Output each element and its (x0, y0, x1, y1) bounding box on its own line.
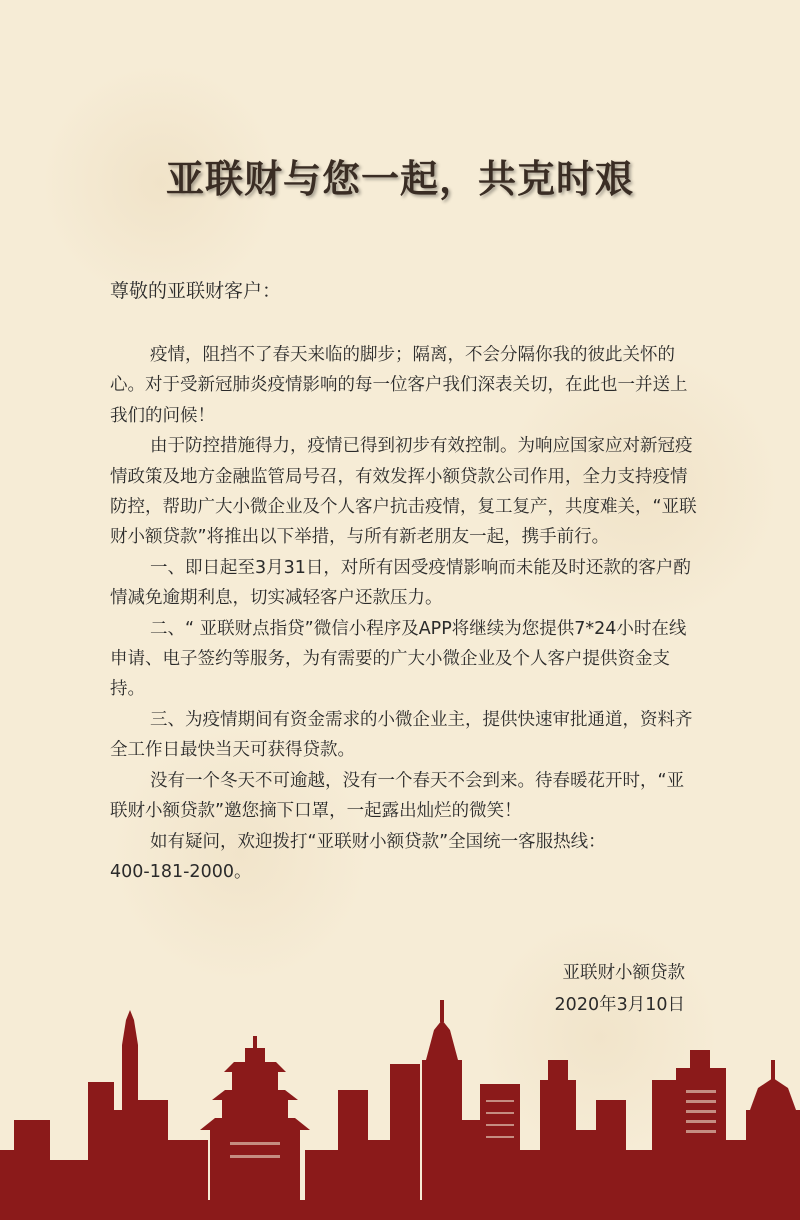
paragraph: 如有疑问，欢迎拨打“亚联财小额贷款”全国统一客服热线： (150, 831, 606, 852)
signature-org: 亚联财小额贷款 (562, 963, 685, 983)
greeting: 尊敬的亚联财客户： (110, 280, 282, 302)
paragraph: 一、即日起至3月31日，对所有因受疫情影响而未能及时还款的客户酌情减免逾期利息，切实减轻客户还款压力。 (110, 557, 691, 609)
page-title: 亚联财与您一起，共克时艰 (165, 157, 634, 201)
paragraph: 三、为疫情期间有资金需求的小微企业主，提供快速审批通道，资料齐全工作日最快当天可获得贷款。 (110, 709, 693, 761)
paragraph: 二、“ 亚联财点指贷”微信小程序及APP将继续为您提供7*24小时在线申请、电子签约等服务，为有需要的广大小微企业及个人客户提供资金支持。 (110, 618, 687, 700)
paragraph: 由于防控措施得力，疫情已得到初步有效控制。为响应国家应对新冠疫情政策及地方金融监管局号召，有效发挥小额贷款公司作用，全力支持疫情防控，帮助广大小微企业及个人客户抗击疫情，复工复产，共度难关，“亚联财小额贷款”将推出以下举措，与所有新老朋友一起，携手前行。 (110, 436, 697, 548)
paragraph: 没有一个冬天不可逾越，没有一个春天不会到来。待春暖花开时，“亚联财小额贷款”邀您摘下口罩，一起露出灿烂的微笑！ (110, 770, 685, 822)
paragraph: 疫情，阻挡不了春天来临的脚步；隔离，不会分隔你我的彼此关怀的心。对于受新冠肺炎疫情影响的每一位客户我们深表关切，在此也一并送上我们的问候！ (110, 345, 688, 426)
letter-body (110, 340, 700, 887)
city-skyline-illustration (0, 1000, 800, 1220)
hotline-number: 400-181-2000。 (110, 861, 252, 882)
signature-date: 2020年3月10日 (554, 995, 685, 1015)
